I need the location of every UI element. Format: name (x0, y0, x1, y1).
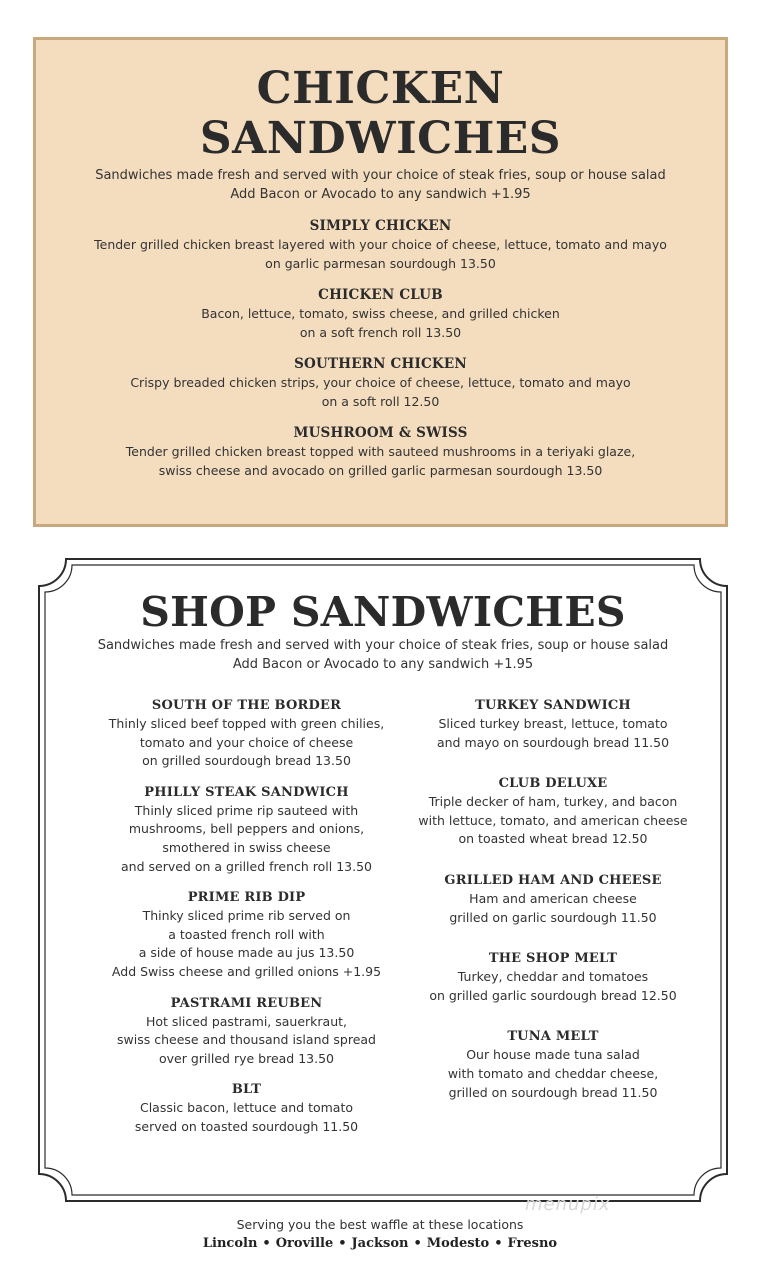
menu-item (64, 888, 429, 981)
menu-item (36, 216, 725, 273)
menu-item (388, 871, 718, 927)
chicken-sandwiches-section (33, 37, 728, 527)
menu-item-description (388, 793, 718, 849)
shop-left-column (64, 696, 429, 1149)
chicken-intro-line1: Sandwiches made fresh and served with your choice of steak fries, soup or house salad (95, 168, 666, 183)
menu-item-description (36, 374, 725, 411)
menu-item (36, 285, 725, 342)
menu-item-description (36, 236, 725, 273)
chicken-title-line2: SANDWICHES (199, 113, 562, 164)
watermark: menupix (525, 1194, 611, 1215)
menu-item-name: THE SHOP MELT (488, 951, 618, 967)
description-line: with lettuce, tomato, and american cheese (418, 812, 688, 828)
menu-item-name: SOUTH OF THE BORDER (151, 698, 342, 713)
description-line: Bacon, lettuce, tomato, swiss cheese, and grilled chicken (201, 306, 560, 321)
description-line: on toasted wheat bread 12.50 (458, 831, 648, 847)
description-line: Triple decker of ham, turkey, and bacon (428, 794, 678, 810)
description-line: over grilled rye bread 13.50 (159, 1050, 334, 1066)
separator-dot: • (338, 1236, 347, 1251)
menu-item (64, 1080, 429, 1136)
description-line: swiss cheese and avocado on grilled garlic parmesan sourdough 13.50 (158, 462, 603, 478)
description-line: Turkey, cheddar and tomatoes (457, 969, 649, 985)
description-line: smothered in swiss cheese (162, 839, 331, 855)
menu-item-description (64, 907, 429, 981)
menu-item-description (64, 1013, 429, 1069)
description-line: and served on a grilled french roll 13.50 (121, 858, 372, 874)
menu-item-name: PHILLY STEAK SANDWICH (144, 784, 349, 800)
shop-section-title: SHOP SANDWICHES (140, 588, 626, 636)
menu-item-name: SOUTHERN CHICKEN (294, 356, 467, 372)
description-line: Our house made tuna salad (466, 1047, 640, 1063)
menu-item-name: PASTRAMI REUBEN (170, 995, 323, 1011)
description-line: Tender grilled chicken breast layered with your choice of cheese, lettuce, tomato and mayo (94, 237, 667, 252)
menu-item-description (64, 802, 429, 876)
menu-item (388, 774, 718, 849)
description-line: Thinky sliced prime rib served on (142, 908, 351, 924)
menu-item-name: TUNA MELT (507, 1029, 599, 1045)
menu-item (64, 994, 429, 1069)
shop-intro-line1: Sandwiches made fresh and served with your choice of steak fries, soup or house salad (97, 638, 669, 653)
location-name: Modesto (426, 1236, 490, 1251)
menu-item (64, 696, 429, 771)
menu-item-description (388, 715, 718, 752)
separator-dot: • (494, 1236, 503, 1251)
menu-item-name: CLUB DELUXE (498, 776, 608, 792)
location-name: Fresno (507, 1236, 558, 1251)
menu-item (388, 1027, 718, 1102)
menu-item-description (388, 968, 718, 1005)
menu-item-description (36, 443, 725, 480)
menu-item (388, 949, 718, 1005)
description-line: Crispy breaded chicken strips, your choice of cheese, lettuce, tomato and mayo (130, 375, 631, 390)
description-line: on grilled sourdough bread 13.50 (142, 753, 351, 769)
description-line: on a soft french roll 13.50 (299, 324, 462, 340)
separator-dot: • (262, 1236, 271, 1251)
description-line: served on toasted sourdough 11.50 (134, 1118, 359, 1134)
description-line: Sliced turkey breast, lettuce, tomato (438, 716, 668, 731)
description-line: and mayo on sourdough bread 11.50 (436, 734, 670, 750)
menu-item-description (388, 890, 718, 927)
description-line: Add Swiss cheese and grilled onions +1.95 (111, 963, 382, 979)
chicken-menu-list (36, 216, 725, 480)
description-line: swiss cheese and thousand island spread (117, 1032, 376, 1048)
description-line: on garlic parmesan sourdough 13.50 (265, 255, 496, 271)
description-line: Tender grilled chicken breast topped with sauteed mushrooms in a teriyaki glaze, (125, 444, 636, 459)
description-line: grilled on sourdough bread 11.50 (448, 1084, 658, 1100)
location-name: Jackson (351, 1236, 409, 1251)
shop-right-column (388, 696, 718, 1124)
shop-intro (36, 636, 730, 674)
chicken-title-line1: CHICKEN (256, 63, 505, 114)
description-line: on a soft roll 12.50 (321, 393, 440, 409)
menu-item-description (64, 1099, 429, 1136)
description-line: Thinly sliced beef topped with green chilies, (108, 716, 385, 731)
menu-item-name: CHICKEN CLUB (318, 287, 443, 303)
description-line: tomato and your choice of cheese (139, 734, 354, 750)
footer (0, 1215, 760, 1253)
description-line: a side of house made au jus 13.50 (138, 945, 355, 961)
menu-item-name: TURKEY SANDWICH (475, 698, 631, 713)
menu-item (36, 423, 725, 480)
menu-item-name: BLT (231, 1082, 262, 1098)
description-line: Classic bacon, lettuce and tomato (139, 1100, 354, 1116)
menu-item-name: PRIME RIB DIP (187, 890, 306, 906)
chicken-section-title (36, 64, 725, 164)
menu-item (388, 696, 718, 752)
location-name: Oroville (275, 1236, 334, 1251)
description-line: a toasted french roll with (168, 926, 325, 942)
chicken-intro (36, 166, 725, 204)
description-line: on grilled garlic sourdough bread 12.50 (429, 987, 677, 1003)
shop-intro-line2: Add Bacon or Avocado to any sandwich +1.95 (232, 657, 534, 672)
chicken-intro-line2: Add Bacon or Avocado to any sandwich +1.95 (230, 187, 531, 202)
menu-item-name: GRILLED HAM AND CHEESE (444, 872, 662, 888)
menu-item-description (388, 1046, 718, 1102)
description-line: grilled on garlic sourdough 11.50 (449, 909, 657, 925)
locations-list (0, 1234, 760, 1253)
menu-item (64, 783, 429, 876)
menu-item-name: MUSHROOM & SWISS (293, 425, 468, 441)
footer-tagline: Serving you the best waffle at these locations (236, 1217, 524, 1232)
description-line: with tomato and cheddar cheese, (447, 1065, 659, 1081)
location-name: Lincoln (202, 1236, 258, 1251)
description-line: Thinly sliced prime rip sauteed with (134, 802, 359, 818)
menu-item-description (36, 305, 725, 342)
separator-dot: • (413, 1236, 422, 1251)
description-line: Hot sliced pastrami, sauerkraut, (145, 1013, 347, 1029)
description-line: Ham and american cheese (469, 890, 637, 906)
description-line: mushrooms, bell peppers and onions, (128, 821, 365, 837)
menu-item-name: SIMPLY CHICKEN (309, 218, 452, 234)
shop-sandwiches-section (36, 556, 730, 1204)
menu-item-description (64, 715, 429, 771)
menu-item (36, 354, 725, 411)
